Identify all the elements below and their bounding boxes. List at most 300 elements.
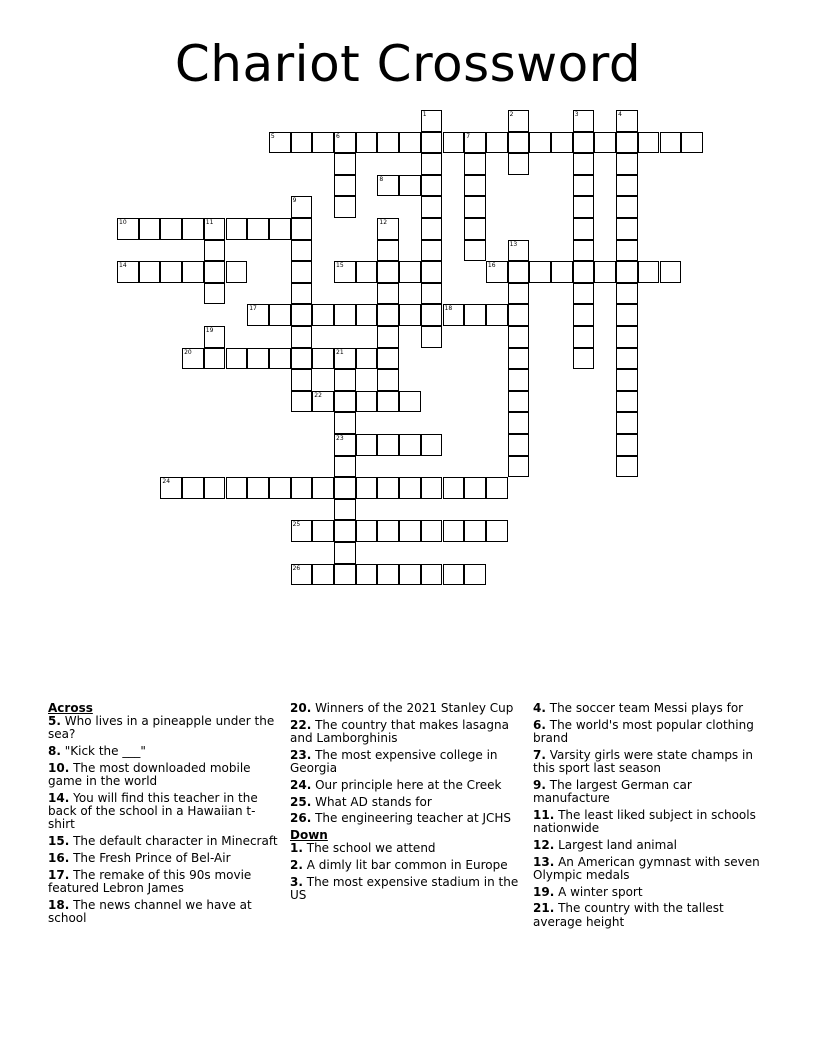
clue-heading-down: Down (290, 828, 328, 843)
cell-number: 14 (119, 262, 127, 270)
grid-cell[interactable] (160, 477, 182, 499)
clue (290, 859, 522, 872)
grid-cell[interactable] (291, 477, 313, 499)
grid-cell[interactable] (226, 218, 248, 240)
grid-cell[interactable] (616, 326, 638, 348)
clue (533, 749, 765, 775)
grid-cell[interactable] (616, 283, 638, 305)
grid-cell[interactable] (486, 520, 508, 542)
clue-text: The Fresh Prince of Bel-Air (69, 851, 231, 865)
cell-number: 23 (336, 435, 344, 442)
cell-number: 21 (336, 348, 344, 356)
grid-cell[interactable] (616, 434, 638, 456)
grid-cell[interactable] (291, 261, 313, 283)
grid-cell[interactable] (551, 261, 573, 283)
grid-cell[interactable] (421, 477, 443, 499)
clue (290, 749, 522, 775)
cell-number: 3 (574, 111, 579, 118)
grid-cell[interactable] (443, 304, 465, 326)
cell-number: 25 (292, 521, 301, 529)
clue (48, 715, 280, 741)
grid-cell[interactable] (356, 304, 378, 326)
cell-number: 24 (162, 478, 171, 486)
clue-text: Largest land animal (554, 837, 678, 852)
grid-cell[interactable] (334, 434, 356, 456)
grid-cell[interactable] (573, 175, 595, 197)
grid-cell[interactable] (508, 283, 530, 305)
grid-cell[interactable] (573, 283, 595, 305)
grid-cell[interactable] (377, 283, 399, 305)
grid-cell[interactable] (356, 132, 378, 154)
clue-number: 22. (290, 717, 312, 732)
grid-cell[interactable] (616, 110, 638, 132)
clue-text: The most downloaded mobile game in the world (48, 761, 251, 789)
clue-text: The least liked subject in schools nationwide (533, 807, 756, 835)
grid-cell[interactable] (421, 175, 443, 197)
clue-text: The school we attend (302, 841, 436, 856)
grid-cell[interactable] (269, 348, 291, 370)
clue-text: The country with the tallest average height (533, 901, 724, 929)
clue (533, 719, 765, 745)
clue (48, 792, 280, 832)
grid-cell[interactable] (443, 477, 465, 499)
grid-cell[interactable] (399, 564, 421, 586)
grid-cell[interactable] (421, 110, 443, 132)
grid-cell[interactable] (399, 391, 421, 413)
grid-cell[interactable] (204, 240, 226, 262)
grid-cell[interactable] (377, 326, 399, 348)
grid-cell[interactable] (464, 132, 486, 154)
grid-cell[interactable] (356, 434, 378, 456)
clue-number: 18. (48, 897, 70, 912)
clue-number: 24. (290, 777, 312, 792)
clue-text: The remake of this 90s movie featured Lebron James (48, 867, 252, 895)
grid-cell[interactable] (508, 456, 530, 478)
grid-cell[interactable] (291, 520, 313, 542)
cell-number: 20 (184, 348, 192, 356)
clue-number: 21. (533, 901, 555, 916)
grid-cell[interactable] (616, 218, 638, 240)
clue-number: 15. (48, 834, 70, 849)
grid-cell[interactable] (681, 132, 703, 154)
grid-cell[interactable] (312, 564, 334, 586)
grid-cell[interactable] (573, 348, 595, 370)
grid-cell[interactable] (464, 153, 486, 175)
clue-text: "Kick the ___" (60, 744, 146, 759)
clue-number: 11. (533, 807, 555, 822)
cell-number: 5 (270, 132, 275, 140)
grid-cell[interactable] (464, 564, 486, 586)
grid-cell[interactable] (508, 369, 530, 391)
clue (290, 779, 522, 792)
clue (290, 719, 522, 745)
grid-cell[interactable] (356, 520, 378, 542)
grid-cell[interactable] (464, 196, 486, 218)
grid-cell[interactable] (508, 153, 530, 175)
grid-cell[interactable] (334, 153, 356, 175)
clue-number: 19. (533, 884, 555, 899)
clue-text: The largest German car manufacture (533, 777, 692, 805)
grid-cell[interactable] (377, 564, 399, 586)
clue-number: 23. (290, 747, 312, 762)
grid-cell[interactable] (334, 132, 356, 154)
grid-cell[interactable] (356, 564, 378, 586)
grid-cell[interactable] (291, 304, 313, 326)
clue-number: 16. (48, 851, 70, 865)
grid-cell[interactable] (291, 283, 313, 305)
grid-cell[interactable] (443, 132, 465, 154)
clue-text: An American gymnast with seven Olympic medals (533, 854, 760, 882)
grid-cell[interactable] (334, 196, 356, 218)
grid-cell[interactable] (139, 261, 161, 283)
clue-number: 14. (48, 791, 70, 805)
grid-cell[interactable] (377, 304, 399, 326)
grid-cell[interactable] (486, 132, 508, 154)
grid-cell[interactable] (399, 304, 421, 326)
cell-number: 22 (314, 391, 322, 399)
grid-cell[interactable] (269, 477, 291, 499)
grid-cell[interactable] (269, 132, 291, 154)
grid-cell[interactable] (573, 218, 595, 240)
cell-number: 10 (119, 219, 127, 226)
clue-text: A winter sport (554, 884, 643, 899)
grid-cell[interactable] (312, 477, 334, 499)
grid-cell[interactable] (464, 520, 486, 542)
grid-cell[interactable] (356, 477, 378, 499)
grid-cell[interactable] (334, 520, 356, 542)
grid-cell[interactable] (356, 261, 378, 283)
grid-cell[interactable] (182, 477, 204, 499)
grid-cell[interactable] (377, 434, 399, 456)
cell-number: 12 (379, 219, 388, 226)
grid-cell[interactable] (334, 456, 356, 478)
clue (48, 899, 280, 925)
grid-cell[interactable] (291, 218, 313, 240)
grid-cell[interactable] (269, 218, 291, 240)
grid-cell[interactable] (529, 132, 551, 154)
grid-cell[interactable] (247, 348, 269, 370)
clue-number: 9. (533, 777, 546, 792)
grid-cell[interactable] (291, 348, 313, 370)
grid-cell[interactable] (334, 369, 356, 391)
clue-text: The soccer team Messi plays for (545, 701, 744, 715)
grid-cell[interactable] (616, 304, 638, 326)
clue-text: The engineering teacher at JCHS (311, 811, 512, 826)
clue-number: 13. (533, 854, 555, 869)
grid-cell[interactable] (247, 218, 269, 240)
grid-cell[interactable] (226, 261, 248, 283)
grid-cell[interactable] (421, 564, 443, 586)
clue-number: 3. (290, 874, 303, 889)
grid-cell[interactable] (594, 261, 616, 283)
grid-cell[interactable] (312, 348, 334, 370)
grid-cell[interactable] (139, 218, 161, 240)
grid-cell[interactable] (421, 153, 443, 175)
grid-cell[interactable] (616, 369, 638, 391)
clue-text: Winners of the 2021 Stanley Cup (311, 701, 514, 715)
grid-cell[interactable] (551, 132, 573, 154)
grid-cell[interactable] (160, 218, 182, 240)
clue-number: 7. (533, 747, 546, 762)
grid-cell[interactable] (269, 304, 291, 326)
clue (533, 839, 765, 852)
cell-number: 7 (466, 132, 471, 140)
clue-text: The country that makes lasagna and Lamborghinis (290, 717, 509, 745)
grid-cell[interactable] (573, 240, 595, 262)
grid-cell[interactable] (291, 240, 313, 262)
grid-cell[interactable] (616, 348, 638, 370)
clue (48, 835, 280, 848)
clue-text: The world's most popular clothing brand (533, 717, 754, 745)
grid-cell[interactable] (421, 240, 443, 262)
grid-cell[interactable] (226, 477, 248, 499)
grid-cell[interactable] (660, 132, 682, 154)
cell-number: 17 (249, 305, 257, 313)
grid-cell[interactable] (616, 391, 638, 413)
grid-cell[interactable] (377, 240, 399, 262)
grid-cell[interactable] (291, 132, 313, 154)
grid-cell[interactable] (616, 196, 638, 218)
grid-cell[interactable] (421, 196, 443, 218)
clue-number: 6. (533, 717, 546, 732)
grid-cell[interactable] (508, 240, 530, 262)
grid-cell[interactable] (377, 175, 399, 197)
grid-cell[interactable] (334, 175, 356, 197)
grid-cell[interactable] (334, 391, 356, 413)
grid-cell[interactable] (529, 261, 551, 283)
grid-cell[interactable] (573, 326, 595, 348)
grid-cell[interactable] (616, 132, 638, 154)
grid-cell[interactable] (334, 499, 356, 521)
grid-cell[interactable] (508, 326, 530, 348)
grid-cell[interactable] (421, 283, 443, 305)
clue (48, 869, 280, 895)
grid-cell[interactable] (573, 261, 595, 283)
grid-cell[interactable] (334, 564, 356, 586)
clue (533, 702, 765, 715)
grid-cell[interactable] (508, 110, 530, 132)
clue-number: 20. (290, 701, 312, 715)
grid-cell[interactable] (291, 391, 313, 413)
grid-cell[interactable] (486, 477, 508, 499)
cell-number: 18 (444, 305, 453, 313)
clue-text: Our principle here at the Creek (311, 777, 502, 792)
clue-column-1 (48, 702, 280, 929)
grid-cell[interactable] (377, 132, 399, 154)
grid-cell[interactable] (291, 326, 313, 348)
clue-column-3 (533, 702, 765, 932)
clue-number: 12. (533, 837, 555, 852)
clue-text: The news channel we have at school (48, 897, 252, 925)
grid-cell[interactable] (508, 412, 530, 434)
clue-text: Who lives in a pineapple under the sea? (48, 714, 275, 742)
grid-cell[interactable] (638, 261, 660, 283)
grid-cell[interactable] (204, 283, 226, 305)
grid-cell[interactable] (508, 132, 530, 154)
clue-number: 4. (533, 701, 546, 715)
grid-cell[interactable] (508, 304, 530, 326)
grid-cell[interactable] (377, 261, 399, 283)
grid-cell[interactable] (443, 564, 465, 586)
grid-cell[interactable] (616, 153, 638, 175)
grid-cell[interactable] (508, 348, 530, 370)
grid-cell[interactable] (182, 348, 204, 370)
grid-cell[interactable] (356, 391, 378, 413)
clue (533, 809, 765, 835)
grid-cell[interactable] (486, 261, 508, 283)
grid-cell[interactable] (377, 477, 399, 499)
cell-number: 11 (205, 219, 214, 226)
clue-text: Varsity girls were state champs in this sport last season (533, 747, 753, 775)
clue (533, 902, 765, 928)
grid-cell[interactable] (421, 434, 443, 456)
grid-cell[interactable] (421, 304, 443, 326)
grid-cell[interactable] (334, 477, 356, 499)
clue-column-2 (290, 702, 522, 906)
cell-number: 19 (205, 327, 214, 334)
clue-number: 25. (290, 794, 312, 809)
grid-cell[interactable] (291, 196, 313, 218)
grid-cell[interactable] (573, 110, 595, 132)
grid-cell[interactable] (356, 348, 378, 370)
grid-cell[interactable] (616, 456, 638, 478)
cell-number: 26 (292, 564, 301, 572)
clue-number: 1. (290, 841, 303, 856)
cell-number: 8 (379, 175, 384, 183)
clue-text: The default character in Minecraft (69, 834, 278, 849)
grid-cell[interactable] (291, 369, 313, 391)
clue (290, 796, 522, 809)
clue-text: What AD stands for (311, 794, 432, 809)
clue (48, 852, 280, 865)
cell-number: 1 (422, 111, 427, 118)
grid-cell[interactable] (182, 261, 204, 283)
grid-cell[interactable] (377, 218, 399, 240)
clue (48, 745, 280, 758)
grid-cell[interactable] (312, 391, 334, 413)
grid-cell[interactable] (204, 218, 226, 240)
grid-cell[interactable] (464, 175, 486, 197)
grid-cell[interactable] (334, 542, 356, 564)
grid-cell[interactable] (616, 175, 638, 197)
grid-cell[interactable] (247, 477, 269, 499)
grid-cell[interactable] (312, 304, 334, 326)
grid-cell[interactable] (421, 520, 443, 542)
grid-cell[interactable] (204, 348, 226, 370)
grid-cell[interactable] (421, 261, 443, 283)
page-title: Chariot Crossword (174, 35, 642, 93)
grid-cell[interactable] (247, 304, 269, 326)
grid-cell[interactable] (616, 261, 638, 283)
clue (533, 856, 765, 882)
cell-number: 2 (509, 111, 514, 118)
clue-number: 2. (290, 858, 303, 873)
grid-cell[interactable] (204, 326, 226, 348)
grid-cell[interactable] (660, 261, 682, 283)
clue-number: 5. (48, 714, 61, 729)
grid-cell[interactable] (334, 304, 356, 326)
clue-text: The most expensive college in Georgia (290, 747, 498, 775)
grid-cell[interactable] (117, 218, 139, 240)
grid-cell[interactable] (312, 132, 334, 154)
grid-cell[interactable] (117, 261, 139, 283)
cell-number: 6 (336, 132, 340, 140)
clue-number: 10. (48, 761, 70, 775)
grid-cell[interactable] (291, 564, 313, 586)
grid-cell[interactable] (508, 391, 530, 413)
grid-cell[interactable] (182, 218, 204, 240)
grid-cell[interactable] (312, 520, 334, 542)
grid-cell[interactable] (377, 369, 399, 391)
grid-cell[interactable] (464, 240, 486, 262)
clue-number: 8. (48, 744, 61, 759)
grid-cell[interactable] (421, 326, 443, 348)
grid-cell[interactable] (399, 132, 421, 154)
grid-cell[interactable] (204, 477, 226, 499)
grid-cell[interactable] (508, 434, 530, 456)
grid-cell[interactable] (573, 132, 595, 154)
clue-number: 26. (290, 811, 312, 826)
cell-number: 16 (487, 262, 496, 270)
grid-cell[interactable] (573, 304, 595, 326)
grid-cell[interactable] (616, 240, 638, 262)
grid-cell[interactable] (399, 261, 421, 283)
grid-cell[interactable] (377, 391, 399, 413)
cell-number: 13 (509, 240, 518, 248)
clue (290, 842, 522, 855)
cell-number: 4 (618, 111, 622, 118)
grid-cell[interactable] (334, 348, 356, 370)
cell-number: 9 (292, 197, 297, 205)
grid-cell[interactable] (334, 261, 356, 283)
grid-cell[interactable] (399, 477, 421, 499)
grid-cell[interactable] (638, 132, 660, 154)
cell-number: 15 (336, 262, 344, 270)
clue (48, 762, 280, 788)
grid-cell[interactable] (464, 304, 486, 326)
clue (290, 812, 522, 825)
grid-cell[interactable] (421, 218, 443, 240)
grid-cell[interactable] (573, 153, 595, 175)
grid-cell[interactable] (399, 520, 421, 542)
grid-cell[interactable] (616, 412, 638, 434)
grid-cell[interactable] (377, 348, 399, 370)
clue-text: A dimly lit bar common in Europe (302, 858, 508, 873)
clue (533, 779, 765, 805)
grid-cell[interactable] (204, 261, 226, 283)
grid-cell[interactable] (594, 132, 616, 154)
clue (533, 886, 765, 899)
grid-cell[interactable] (377, 520, 399, 542)
clue-heading-across: Across (48, 701, 93, 715)
clue-number: 17. (48, 867, 70, 882)
clue-text: You will find this teacher in the back of the school in a Hawaiian t-shirt (48, 791, 258, 832)
grid-cell[interactable] (486, 304, 508, 326)
grid-cell[interactable] (399, 434, 421, 456)
grid-cell[interactable] (226, 348, 248, 370)
grid-cell[interactable] (464, 218, 486, 240)
grid-cell[interactable] (464, 477, 486, 499)
clue (290, 702, 522, 715)
clue (290, 876, 522, 902)
grid-cell[interactable] (443, 520, 465, 542)
grid-cell[interactable] (399, 175, 421, 197)
grid-cell[interactable] (160, 261, 182, 283)
grid-cell[interactable] (334, 412, 356, 434)
grid-cell[interactable] (421, 132, 443, 154)
grid-cell[interactable] (573, 196, 595, 218)
grid-cell[interactable] (508, 261, 530, 283)
